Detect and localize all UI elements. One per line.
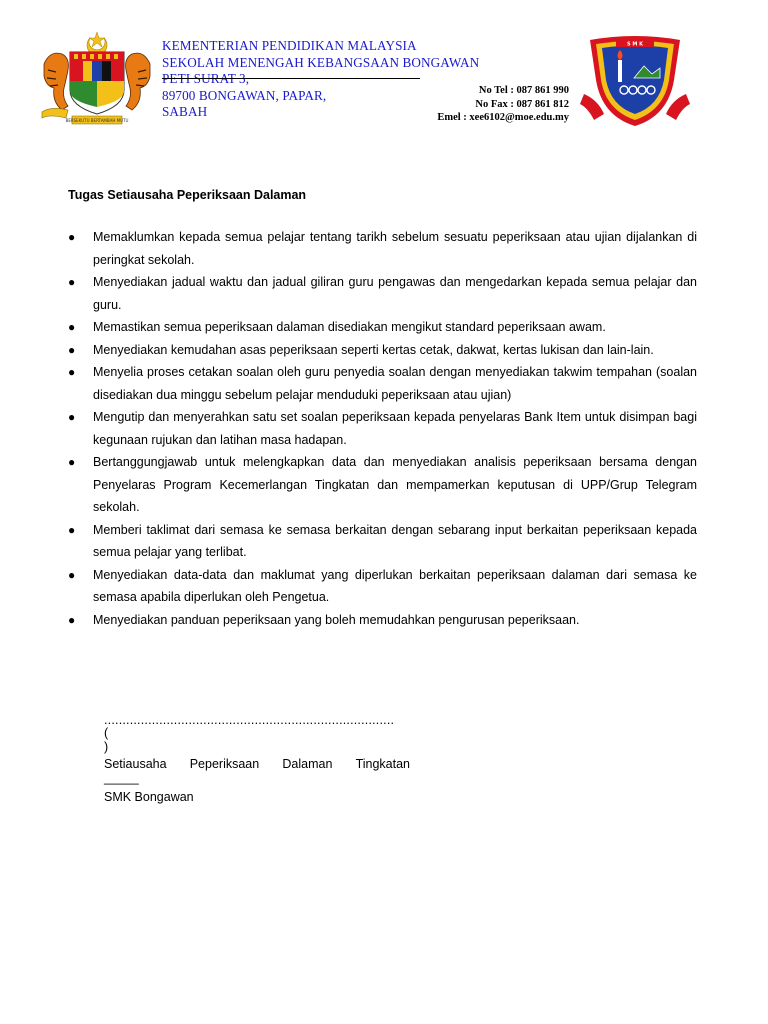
bullet-icon: ●: [68, 522, 76, 537]
svg-text:S M K: S M K: [627, 41, 643, 48]
bullet-icon: ●: [68, 455, 76, 469]
list-item: [68, 406, 697, 451]
list-item: [68, 609, 697, 632]
ministry-crest-logo: [38, 30, 156, 126]
duty-text: Menyediakan panduan peperiksaan yang boleh memudahkan pengurusan peperiksaan.: [93, 612, 580, 627]
fax-number: No Fax : 087 861 812: [475, 98, 569, 110]
letterhead-rule: [162, 78, 420, 79]
name-open-paren: (: [104, 726, 109, 740]
state-line: SABAH: [162, 104, 208, 119]
duty-text: Menyediakan jadual waktu dan jadual giliran guru pengawas dan mengedarkan kepada semua pelajar dan guru.: [93, 275, 697, 312]
letterhead-address: [162, 38, 479, 121]
duty-text: Menyediakan kemudahan asas peperiksaan seperti kertas cetak, dakwat, kertas lukisan dan lain-lain.: [93, 342, 654, 357]
duty-text: Menyediakan data-data dan maklumat yang diperlukan berkaitan peperiksaan dalaman dari semasa ke semasa apabila diperlukan oleh Pengetua.: [93, 567, 697, 604]
duty-text: Menyelia proses cetakan soalan oleh guru penyedia soalan dengan menyediakan takwim tempahan (soalan disediakan dua minggu sebelum pelajar menduduki peperiksaan atau ujian): [93, 365, 697, 402]
bullet-icon: ●: [68, 410, 76, 424]
signatory-school: SMK Bongawan: [104, 790, 194, 804]
duty-text: Mengutip dan menyerahkan satu set soalan peperiksaan kepada penyelaras Bank Item untuk disimpan bagi kegunaan rujukan dan latihan masa hadapan.: [93, 410, 697, 447]
role-word: Peperiksaan: [189, 757, 260, 771]
bullet-icon: ●: [68, 320, 76, 334]
bullet-icon: ●: [68, 612, 76, 627]
signature-line: ...............................................................................: [104, 714, 395, 726]
duty-text: Bertanggungjawab untuk melengkapkan data dan menyediakan analisis peperiksaan bersama dengan Penyelaras Program Kecemerlangan Tingkatan dan mempamerkan keputusan di UPP/Grup Telegram sekolah.: [93, 455, 697, 514]
document-title: Tugas Setiausaha Peperiksaan Dalaman: [68, 188, 307, 202]
list-item: [68, 519, 697, 564]
bullet-icon: ●: [68, 365, 76, 379]
svg-text:BERSEKUTU BERTAMBAH MUTU: BERSEKUTU BERTAMBAH MUTU: [65, 118, 129, 123]
bullet-icon: ●: [68, 230, 76, 244]
bullet-icon: ●: [68, 567, 76, 582]
po-box: PETI SURAT 3,: [162, 71, 250, 86]
list-item: [68, 271, 697, 316]
duty-text: Memastikan semua peperiksaan dalaman disediakan mengikut standard peperiksaan awam.: [93, 320, 606, 334]
duties-list: [68, 226, 697, 631]
school-badge-logo: [576, 34, 694, 130]
role-word: Setiausaha: [104, 757, 167, 771]
bullet-icon: ●: [68, 275, 76, 289]
ministry-name: KEMENTERIAN PENDIDIKAN MALAYSIA: [162, 38, 417, 53]
signature-block: [104, 714, 410, 805]
duty-text: Memaklumkan kepada semua pelajar tentang tarikh sebelum sesuatu peperiksaan atau ujian dijalankan di peringkat sekolah.: [93, 230, 697, 267]
school-name: SEKOLAH MENENGAH KEBANGSAAN BONGAWAN: [162, 54, 480, 70]
list-item: [68, 339, 697, 362]
role-word: Tingkatan: [355, 757, 410, 771]
contact-block: [437, 84, 569, 125]
email-address: Emel : xee6102@moe.edu.my: [437, 112, 569, 123]
bullet-icon: ●: [68, 342, 76, 357]
name-close-paren: ): [104, 740, 109, 754]
list-item: [68, 564, 697, 609]
list-item: [68, 226, 697, 271]
form-blank: _____: [104, 771, 139, 785]
duty-text: Memberi taklimat dari semasa ke semasa berkaitan dengan sebarang input berkaitan peperiksaan kepada semua pelajar yang terlibat.: [93, 522, 697, 559]
town-line: 89700 BONGAWAN, PAPAR,: [162, 87, 327, 103]
list-item: [68, 361, 697, 406]
list-item: [68, 451, 697, 519]
list-item: [68, 316, 697, 339]
phone-number: No Tel : 087 861 990: [478, 85, 569, 96]
role-word: Dalaman: [282, 757, 333, 771]
signatory-role: [104, 756, 410, 772]
